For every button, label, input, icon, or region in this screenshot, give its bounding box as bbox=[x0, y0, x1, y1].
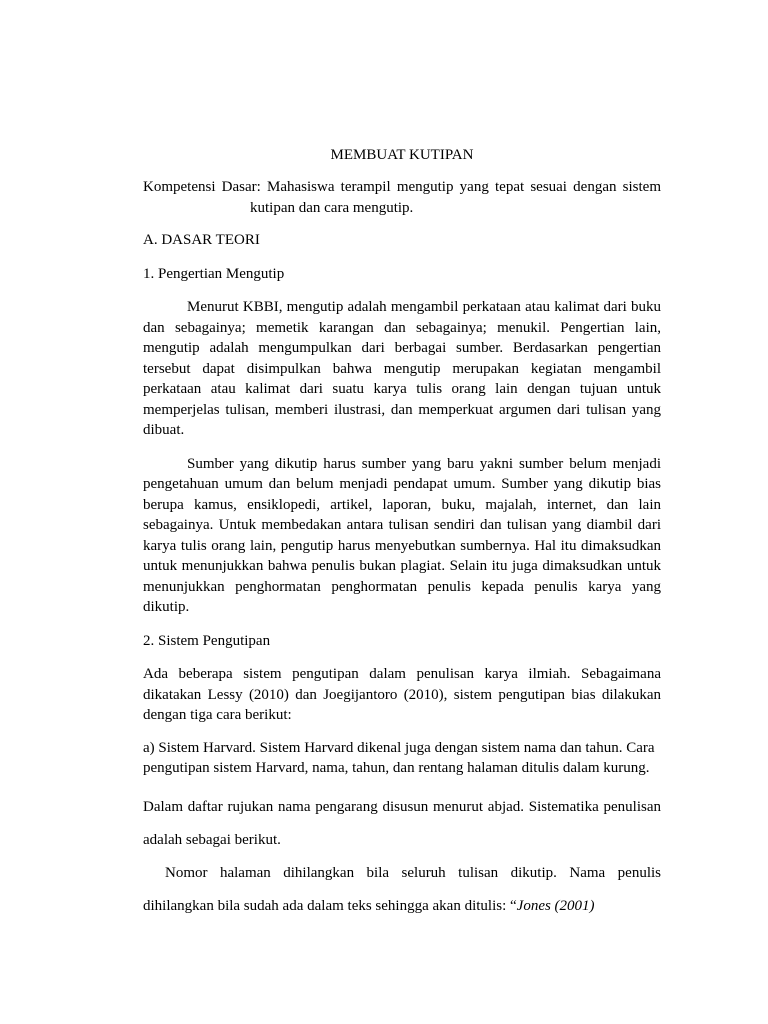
paragraph-systems-intro: Ada beberapa sistem pengutipan dalam penulisan karya ilmiah. Sebagaimana dikatakan Lessy (2010) dan Joegijantoro (2010), sistem pengutipan bias dilakukan dengan tiga cara berikut: bbox=[143, 666, 661, 723]
subheading-pengertian: 1. Pengertian Mengutip bbox=[143, 265, 285, 282]
kompetensi-line-2: kutipan dan cara mengutip. bbox=[250, 199, 414, 216]
document-body bbox=[143, 145, 661, 923]
subheading-sistem: 2. Sistem Pengutipan bbox=[143, 632, 271, 649]
paragraph-sources: Sumber yang dikutip harus sumber yang baru yakni sumber belum menjadi pengetahuan umum dan belum menjadi pendapat umum. Sumber yang dikutip bias berupa kamus, ensiklopedi, artikel, laporan, buku, majalah, internet, dan lain sebagainya. Untuk membedakan antara tulisan sendiri dan tulisan yang diambil dari karya tulis orang lain, pengutip harus menyebutkan sumbernya. Hal itu dimaksudkan untuk menunjukkan bahwa penulis bukan plagiat. Selain itu juga dimaksudkan untuk menunjukkan penghormatan penghormatan penulis kepada penulis karya yang dikutip. bbox=[143, 455, 661, 615]
section-heading-a: A. DASAR TEORI bbox=[143, 232, 260, 248]
paragraph-definition: Menurut KBBI, mengutip adalah mengambil perkataan atau kalimat dari buku dan sebagainya; memetik karangan dan sebagainya; menukil. Pengertian lain, mengutip adalah mengumpulkan dari berbagai sumber. Berdasarkan pengertian tersebut dapat disimpulkan bahwa mengutip merupakan kegiatan mengambil perkataan atau kalimat dari suatu karya tulis orang lain dengan tujuan untuk memperjelas tulisan, memberi ilustrasi, dan memperkuat argumen dari tulisan yang dibuat. bbox=[143, 299, 661, 438]
paragraph-daftar-rujukan: Dalam daftar rujukan nama pengarang disusun menurut abjad. Sistematika penulisan adalah sebagai berikut. bbox=[143, 798, 661, 848]
paragraph-nomor-halaman bbox=[143, 857, 661, 923]
paragraph-harvard: a) Sistem Harvard. Sistem Harvard dikenal juga dengan sistem nama dan tahun. Cara pengutipan sistem Harvard, nama, tahun, dan rentang halaman ditulis dalam kurung. bbox=[143, 739, 655, 776]
paragraph-nomor-text: Nomor halaman dihilangkan bila seluruh tulisan dikutip. Nama penulis dihilangkan bila sudah ada dalam teks sehingga akan ditulis: “ bbox=[143, 864, 661, 914]
citation-example: Jones (2001) bbox=[516, 897, 595, 914]
kompetensi-line-1: Kompetensi Dasar: Mahasiswa terampil mengutip yang tepat sesuai dengan sistem bbox=[143, 179, 661, 195]
document-title: MEMBUAT KUTIPAN bbox=[330, 147, 474, 163]
